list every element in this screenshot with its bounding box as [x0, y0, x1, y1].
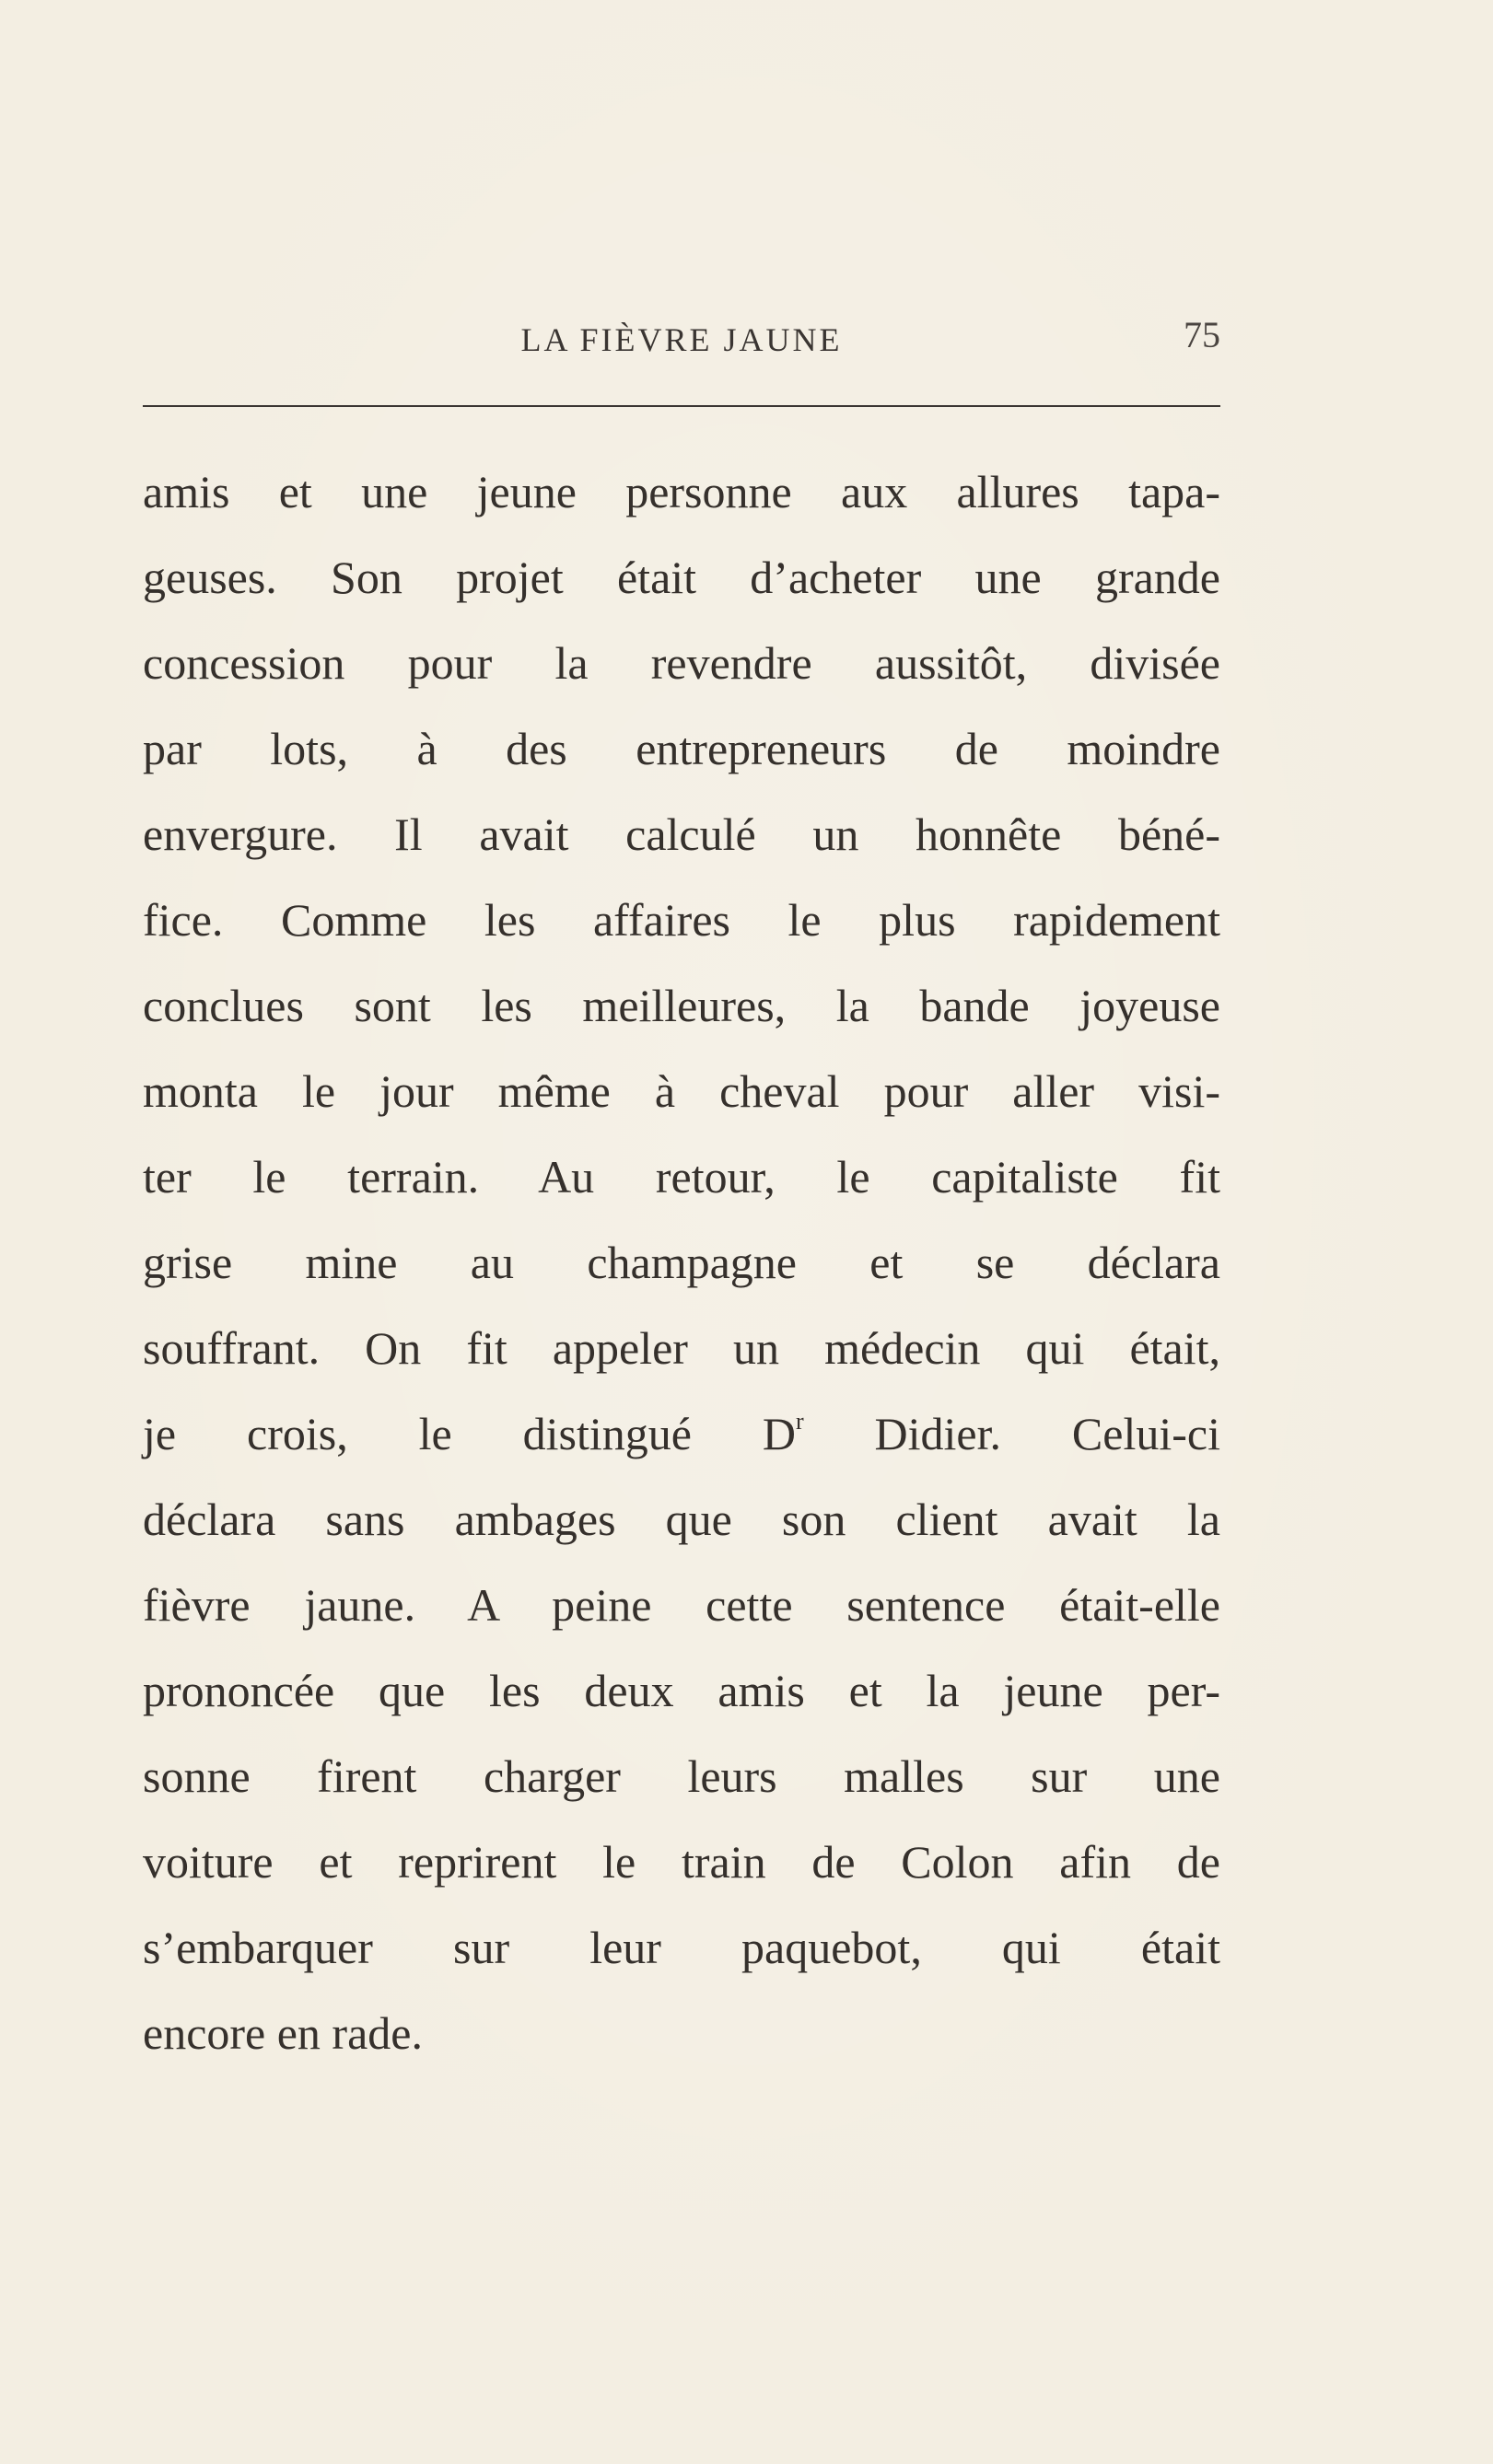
text-line: par lots, à des entrepreneurs de moindre: [143, 723, 1220, 774]
text-line: fice. Comme les affaires le plus rapidement: [143, 894, 1220, 946]
text-line: envergure. Il avait calculé un honnête béné-: [143, 808, 1220, 860]
running-title: LA FIÈVRE JAUNE: [520, 321, 843, 358]
superscript-r: r: [795, 1408, 804, 1435]
text-line: geuses. Son projet était d’acheter une grande: [143, 552, 1220, 603]
header-rule: [143, 405, 1220, 407]
text-line: prononcée que les deux amis et la jeune per-: [143, 1665, 1220, 1716]
text-line: souffrant. On fit appeler un médecin qui était,: [143, 1322, 1220, 1374]
text-line: fièvre jaune. A peine cette sentence était-elle: [143, 1579, 1220, 1631]
body-text: [143, 449, 1220, 2076]
text-line: [143, 1391, 1220, 1477]
text-line: concession pour la revendre aussitôt, divisée: [143, 637, 1220, 689]
text-line: ter le terrain. Au retour, le capitaliste fit: [143, 1151, 1220, 1203]
text-line: déclara sans ambages que son client avait la: [143, 1494, 1220, 1545]
page-number: 75: [1184, 314, 1220, 355]
text-line: conclues sont les meilleures, la bande joyeuse: [143, 980, 1220, 1031]
text-line: monta le jour même à cheval pour aller visi-: [143, 1065, 1220, 1117]
text-line: voiture et reprirent le train de Colon afin de: [143, 1836, 1220, 1888]
page-header: [143, 313, 1220, 368]
text-line: amis et une jeune personne aux allures tapa-: [143, 466, 1220, 517]
text-line: encore en rade.: [143, 2007, 423, 2059]
text-line: grise mine au champagne et se déclara: [143, 1237, 1220, 1288]
text-line: s’embarquer sur leur paquebot, qui était: [143, 1922, 1220, 1973]
text-fragment: je crois, le distingué D: [143, 1408, 796, 1459]
text-fragment: Didier. Celui-ci: [803, 1408, 1220, 1459]
text-line: sonne firent charger leurs malles sur une: [143, 1750, 1220, 1802]
